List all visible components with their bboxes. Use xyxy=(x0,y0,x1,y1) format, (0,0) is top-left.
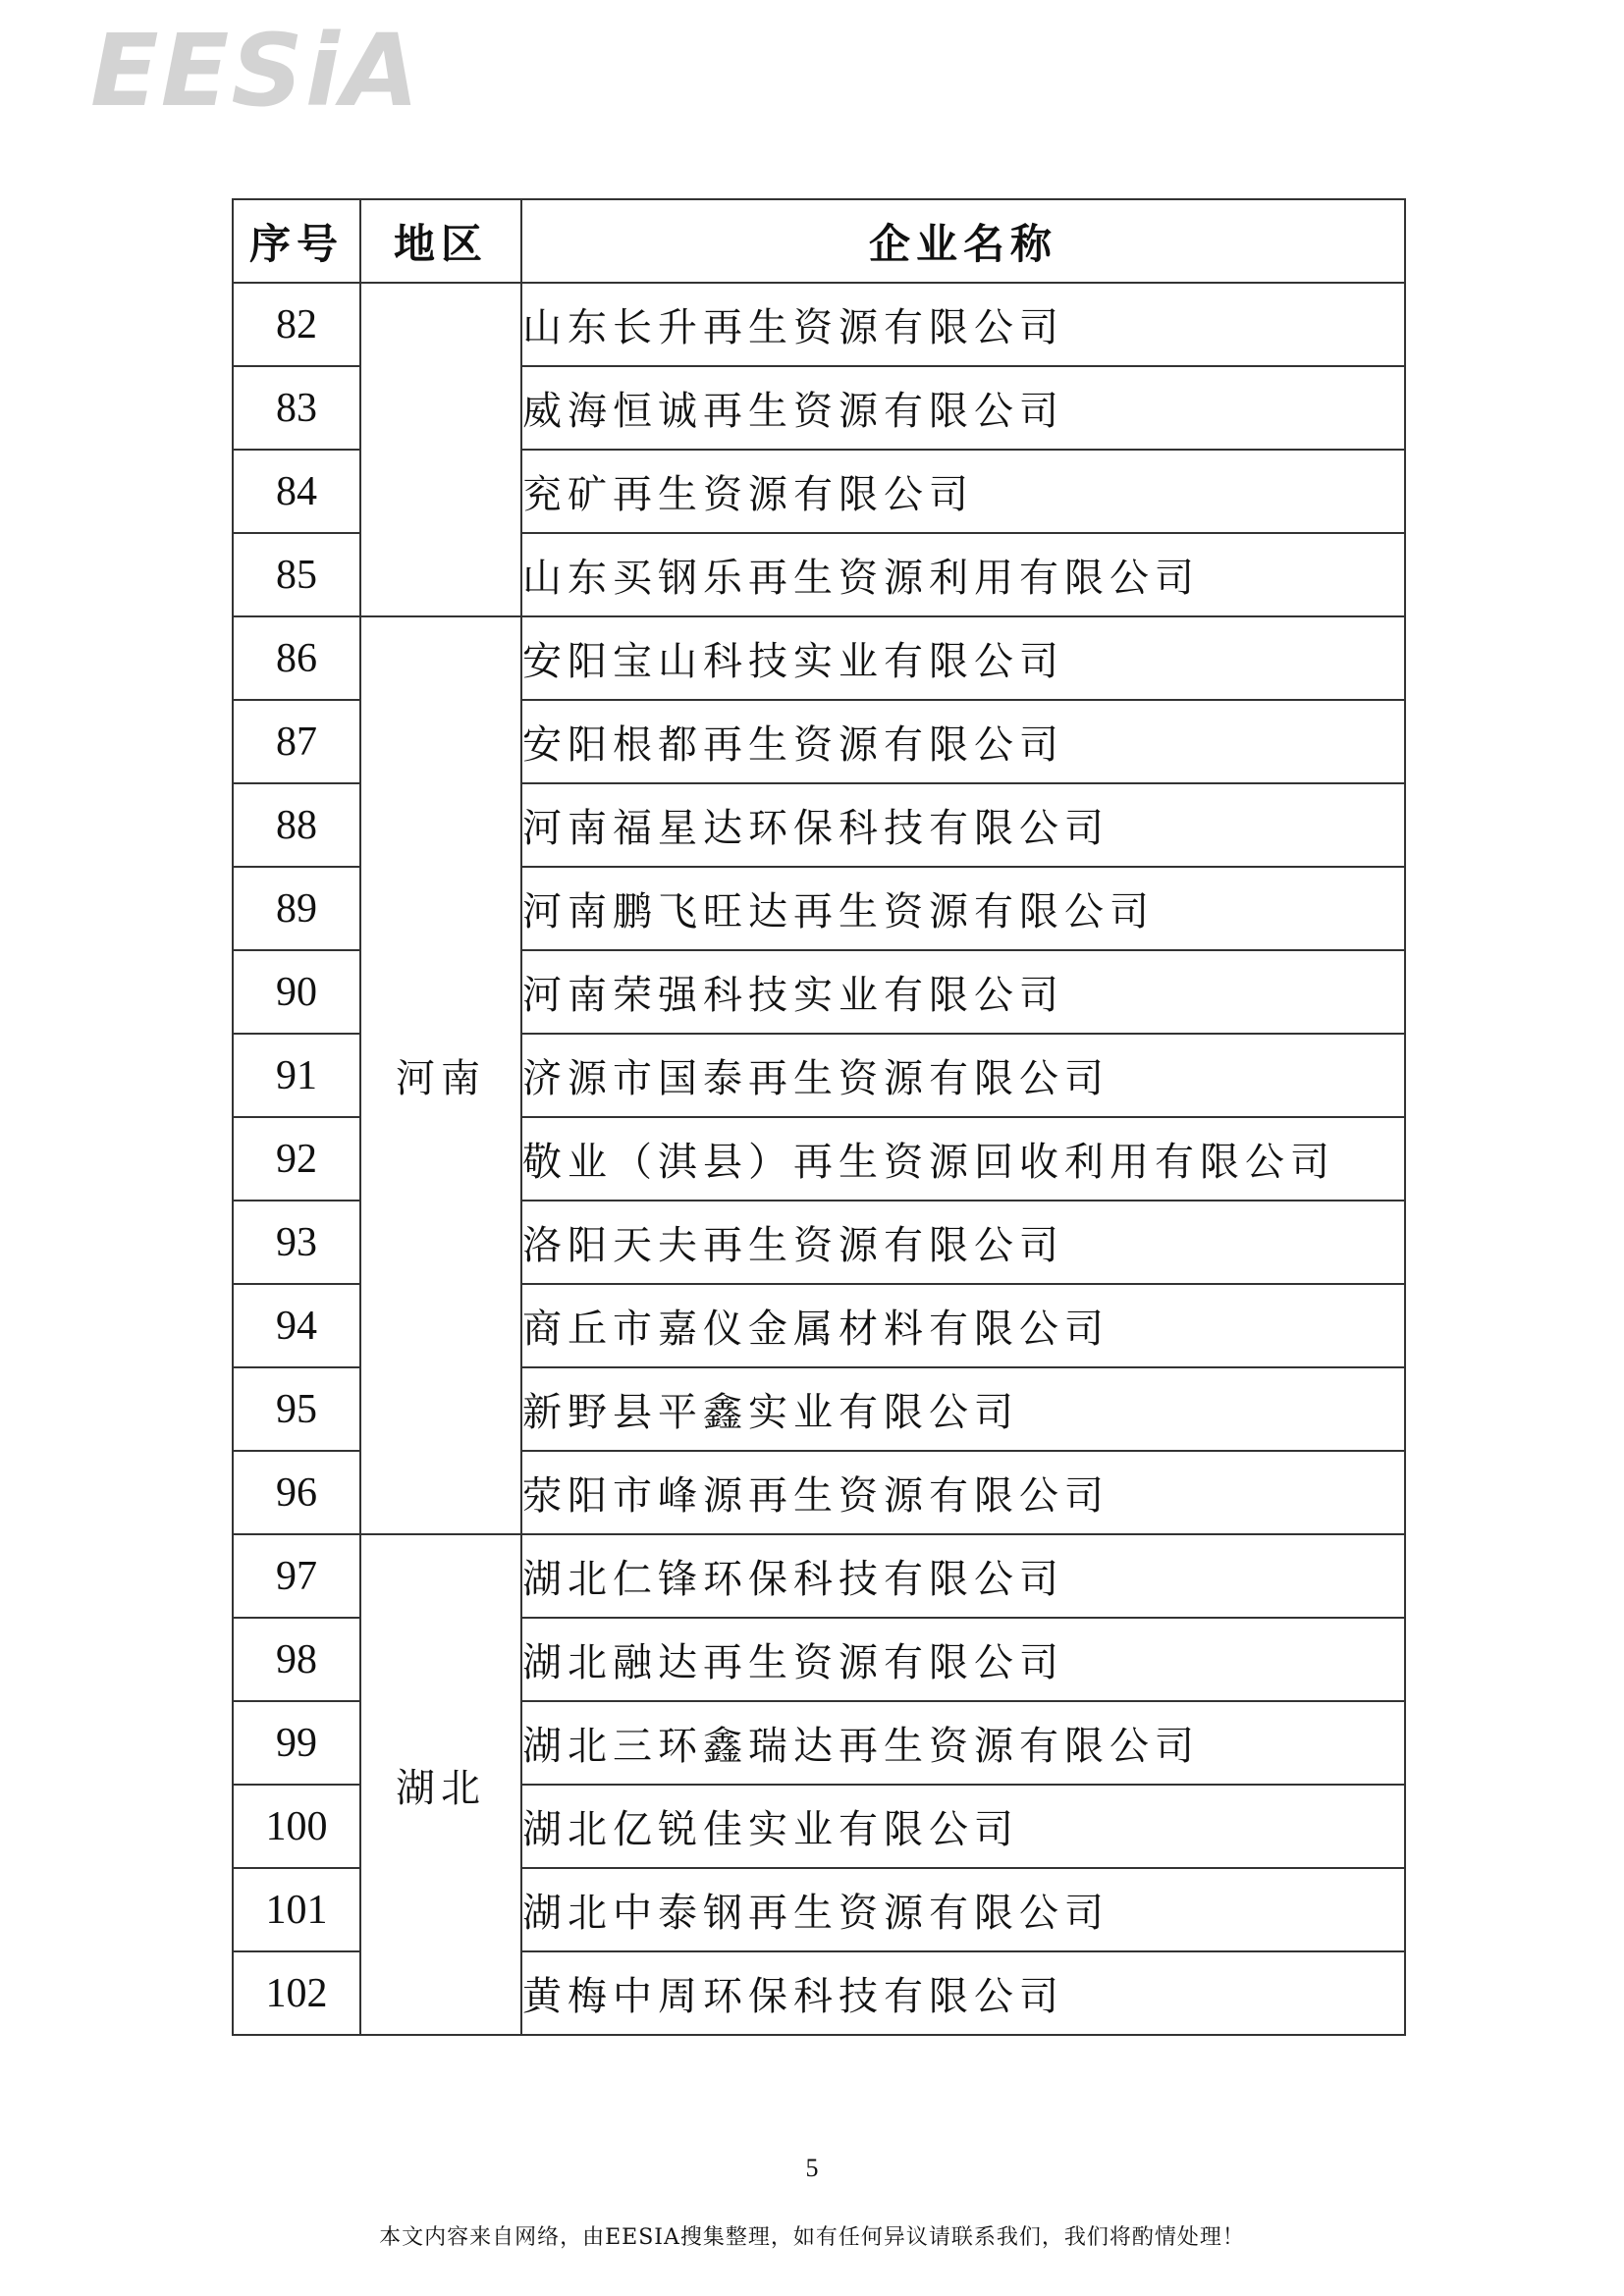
company-name: 济源市国泰再生资源有限公司 xyxy=(521,1034,1405,1117)
company-name: 湖北三环鑫瑞达再生资源有限公司 xyxy=(521,1701,1405,1785)
header-company: 企业名称 xyxy=(521,199,1405,283)
company-name: 湖北融达再生资源有限公司 xyxy=(521,1618,1405,1701)
row-index: 93 xyxy=(233,1201,360,1284)
row-index: 89 xyxy=(233,867,360,950)
table-header-row xyxy=(233,199,1405,283)
row-index: 90 xyxy=(233,950,360,1034)
header-region: 地区 xyxy=(360,199,521,283)
company-name: 山东长升再生资源有限公司 xyxy=(521,283,1405,366)
company-name: 安阳根都再生资源有限公司 xyxy=(521,700,1405,783)
company-name: 安阳宝山科技实业有限公司 xyxy=(521,616,1405,700)
company-name: 黄梅中周环保科技有限公司 xyxy=(521,1951,1405,2035)
company-name: 商丘市嘉仪金属材料有限公司 xyxy=(521,1284,1405,1367)
region-cell xyxy=(360,283,521,616)
header-index: 序号 xyxy=(233,199,360,283)
company-name: 河南鹏飞旺达再生资源有限公司 xyxy=(521,867,1405,950)
company-name: 河南荣强科技实业有限公司 xyxy=(521,950,1405,1034)
row-index: 94 xyxy=(233,1284,360,1367)
row-index: 101 xyxy=(233,1868,360,1951)
row-index: 87 xyxy=(233,700,360,783)
company-name: 兖矿再生资源有限公司 xyxy=(521,450,1405,533)
company-name: 河南福星达环保科技有限公司 xyxy=(521,783,1405,867)
row-index: 91 xyxy=(233,1034,360,1117)
company-name: 威海恒诚再生资源有限公司 xyxy=(521,366,1405,450)
row-index: 92 xyxy=(233,1117,360,1201)
row-index: 82 xyxy=(233,283,360,366)
company-name: 新野县平鑫实业有限公司 xyxy=(521,1367,1405,1451)
row-index: 98 xyxy=(233,1618,360,1701)
row-index: 97 xyxy=(233,1534,360,1618)
region-cell: 河南 xyxy=(360,616,521,1534)
row-index: 88 xyxy=(233,783,360,867)
company-name: 湖北仁锋环保科技有限公司 xyxy=(521,1534,1405,1618)
row-index: 96 xyxy=(233,1451,360,1534)
company-name: 湖北中泰钢再生资源有限公司 xyxy=(521,1868,1405,1951)
row-index: 86 xyxy=(233,616,360,700)
row-index: 102 xyxy=(233,1951,360,2035)
company-name: 山东买钢乐再生资源利用有限公司 xyxy=(521,533,1405,616)
row-index: 95 xyxy=(233,1367,360,1451)
row-index: 85 xyxy=(233,533,360,616)
row-index: 84 xyxy=(233,450,360,533)
eesia-logo: EESiA xyxy=(90,13,421,130)
row-index: 100 xyxy=(233,1785,360,1868)
row-index: 99 xyxy=(233,1701,360,1785)
table-row xyxy=(233,283,1405,366)
company-name: 湖北亿锐佳实业有限公司 xyxy=(521,1785,1405,1868)
company-table xyxy=(232,198,1406,2036)
row-index: 83 xyxy=(233,366,360,450)
table-body xyxy=(233,283,1405,2035)
footer-note: 本文内容来自网络，由EESIA搜集整理，如有任何异议请联系我们，我们将酌情处理！ xyxy=(379,2225,1245,2250)
company-name: 荥阳市峰源再生资源有限公司 xyxy=(521,1451,1405,1534)
region-cell: 湖北 xyxy=(360,1534,521,2035)
table-row xyxy=(233,616,1405,700)
company-name: 敬业（淇县）再生资源回收利用有限公司 xyxy=(521,1117,1405,1201)
company-name: 洛阳天夫再生资源有限公司 xyxy=(521,1201,1405,1284)
table-row xyxy=(233,1534,1405,1618)
page-number: 5 xyxy=(805,2154,819,2182)
